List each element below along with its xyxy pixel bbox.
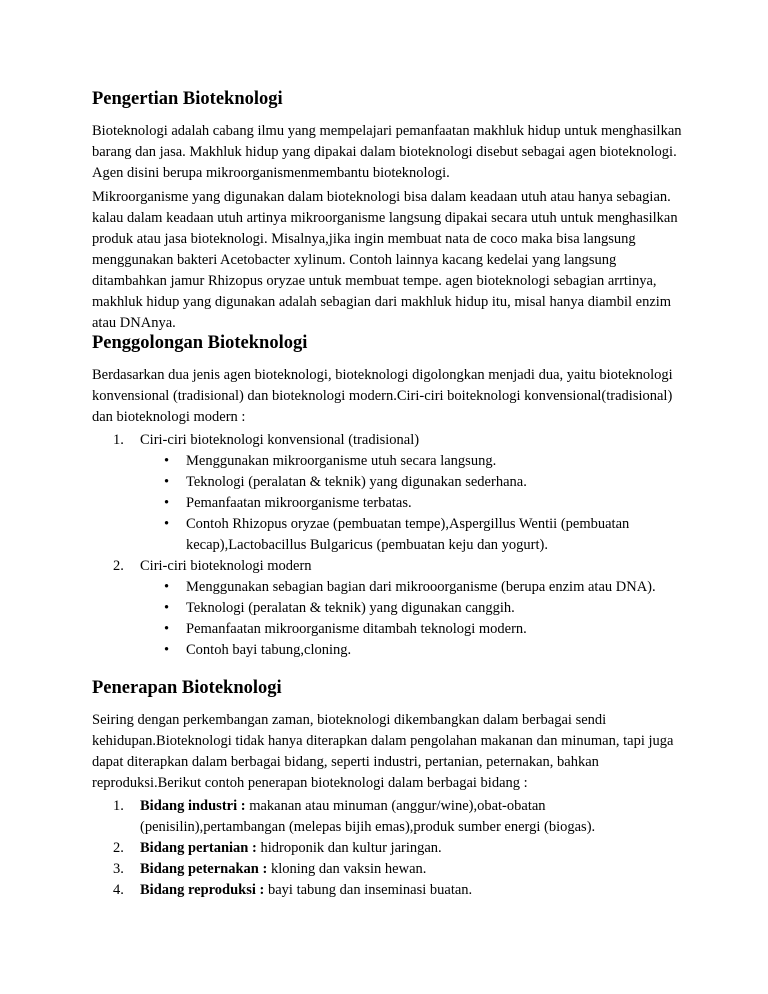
- list-item: [92, 577, 692, 598]
- heading-pengertian: Pengertian Bioteknologi: [92, 89, 283, 109]
- bullet-text: Pemanfaatan mikroorganisme ditambah teknologi modern.: [186, 621, 527, 637]
- list-desc: hidroponik dan kultur jaringan.: [256, 840, 442, 856]
- bullet-text: Contoh Rhizopus oryzae (pembuatan tempe),Aspergillus Wentii (pembuatan kecap),Lactobacillus Bulgaricus (pembuatan keju dan yogurt).: [186, 516, 630, 553]
- list-item: [92, 640, 692, 661]
- list-number: 2.: [113, 558, 124, 574]
- list-term: Bidang industri :: [140, 798, 246, 814]
- list-number: 2.: [113, 840, 124, 856]
- list-item-peternakan: [92, 859, 692, 880]
- bullet-icon: •: [164, 621, 170, 637]
- list-item: [92, 451, 692, 472]
- heading-penggolongan: Penggolongan Bioteknologi: [92, 333, 308, 353]
- list-item-pertanian: [92, 838, 692, 859]
- bullet-icon: •: [164, 579, 170, 595]
- bullet-icon: •: [164, 495, 170, 511]
- bullet-text: Contoh bayi tabung,cloning.: [186, 642, 352, 658]
- list-desc: makanan atau minuman (anggur/wine),obat-obatan (penisilin),pertambangan (melepas bijih emas),produk sumber energi (biogas).: [140, 798, 596, 835]
- bullet-text: Teknologi (peralatan & teknik) yang digunakan canggih.: [186, 600, 515, 616]
- paragraph-application: Seiring dengan perkembangan zaman, bioteknologi dikembangkan dalam berbagai sendi kehidupan.Bioteknologi tidak hanya diterapkan dalam pengolahan makanan dan minuman, tapi juga dapat diterapkan dalam berbagai bidang, seperti industri, pertanian, peternakan, bahkan reproduksi.Berikut contoh penerapan bioteknologi dalam berbagai bidang :: [92, 712, 674, 791]
- list-term: Bidang pertanian :: [140, 840, 257, 856]
- list-item-conventional: [92, 430, 692, 451]
- paragraph-microorganisms: Mikroorganisme yang digunakan dalam bioteknologi bisa dalam keadaan utuh atau hanya sebagian. kalau dalam keadaan utuh artinya mikroorganisme langsung dipakai secara utuh untuk menghasilkan produk atau jasa bioteknologi. Misalnya,jika ingin membuat nata de coco maka bisa langsung menggunakan bakteri Acetobacter xylinum. Contoh lainnya kacang kedelai yang langsung ditambahkan jamur Rhizopus oryzae untuk membuat tempe. agen bioteknologi sebagian arrtinya, makhluk hidup yang digunakan adalah sebagian dari makhluk hidup itu, misal hanya diambil enzim atau DNAnya.: [92, 189, 678, 331]
- paragraph-classification: Berdasarkan dua jenis agen bioteknologi, bioteknologi digolongkan menjadi dua, yaitu bioteknologi konvensional (tradisional) dan bioteknologi modern.Ciri-ciri boiteknologi konvensional(tradisional) dan bioteknologi modern :: [92, 367, 673, 425]
- list-item: [92, 493, 692, 514]
- list-item-reproduksi: [92, 880, 692, 901]
- bullet-text: Teknologi (peralatan & teknik) yang digunakan sederhana.: [186, 474, 527, 490]
- list-item: [92, 598, 692, 619]
- list-item-label: Ciri-ciri bioteknologi konvensional (tradisional): [140, 432, 420, 448]
- list-number: 4.: [113, 882, 124, 898]
- application-list: [92, 796, 692, 901]
- list-number: 1.: [113, 798, 124, 814]
- list-desc: kloning dan vaksin hewan.: [267, 861, 427, 877]
- list-item-modern: [92, 556, 692, 577]
- list-number: 3.: [113, 861, 124, 877]
- bullet-icon: •: [164, 516, 170, 532]
- modern-bullets: [92, 577, 692, 661]
- bullet-icon: •: [164, 642, 170, 658]
- bullet-icon: •: [164, 474, 170, 490]
- bullet-text: Pemanfaatan mikroorganisme terbatas.: [186, 495, 412, 511]
- bullet-text: Menggunakan mikroorganisme utuh secara langsung.: [186, 453, 497, 469]
- list-item: [92, 472, 692, 493]
- list-item: [92, 514, 692, 556]
- classification-list: [92, 430, 692, 661]
- list-item-industri: [92, 796, 692, 838]
- conventional-bullets: [92, 451, 692, 556]
- bullet-text: Menggunakan sebagian bagian dari mikrooorganisme (berupa enzim atau DNA).: [186, 579, 656, 595]
- list-item-label: Ciri-ciri bioteknologi modern: [140, 558, 312, 574]
- list-term: Bidang peternakan :: [140, 861, 268, 877]
- heading-penerapan: Penerapan Bioteknologi: [92, 678, 282, 698]
- list-desc: bayi tabung dan inseminasi buatan.: [264, 882, 473, 898]
- list-term: Bidang reproduksi :: [140, 882, 265, 898]
- bullet-icon: •: [164, 600, 170, 616]
- list-number: 1.: [113, 432, 124, 448]
- list-item: [92, 619, 692, 640]
- paragraph-definition: Bioteknologi adalah cabang ilmu yang mempelajari pemanfaatan makhluk hidup untuk menghasilkan barang dan jasa. Makhluk hidup yang dipakai dalam bioteknologi disebut sebagai agen bioteknologi. Agen disini berupa mikroorganismenmembantu bioteknologi.: [92, 123, 682, 181]
- bullet-icon: •: [164, 453, 170, 469]
